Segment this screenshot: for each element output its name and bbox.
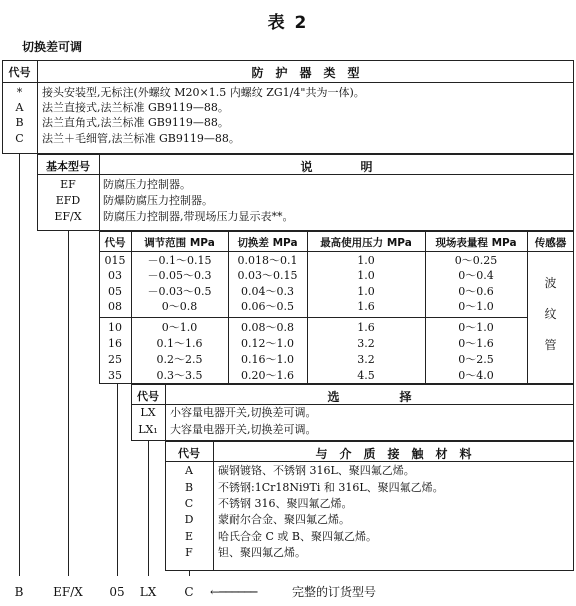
connector-line-material — [189, 571, 190, 576]
range-cell-maxpressure: 1.6 — [357, 300, 375, 313]
range-cell-code: 16 — [108, 337, 122, 350]
basic-text-1: 防爆防腐压力控制器。 — [103, 194, 213, 207]
material-code: A — [185, 464, 193, 477]
document-title: 表 2 — [267, 13, 309, 33]
connector-line-select — [148, 441, 149, 576]
subtitle: 切换差可调 — [22, 40, 83, 54]
prot-text-3: 法兰＋毛细管,法兰标准 GB9119—88。 — [42, 132, 240, 145]
range-cell-code: 25 — [108, 353, 122, 366]
order-code-label: 完整的订货型号 — [292, 585, 377, 599]
range-cell-diff: 0.03～0.15 — [237, 269, 298, 282]
range-cell-maxpressure: 3.2 — [357, 353, 375, 366]
prot-code-2: B — [15, 116, 24, 129]
basic-code-1: EFD — [55, 194, 81, 207]
material-code: D — [184, 513, 194, 526]
material-text: 不锈钢:1Cr18Ni9Ti 和 316L、聚四氟乙烯。 — [218, 481, 444, 494]
range-cell-diff: 0.08～0.8 — [241, 321, 294, 334]
range-header-sensor: 传感器 — [534, 237, 567, 249]
range-cell-gauge: 0～1.0 — [458, 300, 494, 313]
order-code-switch: LX — [139, 585, 157, 599]
range-cell-gauge: 0～2.5 — [458, 353, 494, 366]
range-cell-maxpressure: 4.5 — [357, 369, 375, 382]
order-code-protection: B — [14, 585, 24, 599]
range-header-adjust: 调节范围 MPa — [144, 237, 215, 249]
material-code: E — [184, 530, 194, 543]
select-header-code: 代号 — [137, 390, 159, 403]
connector-line-protection — [19, 154, 20, 576]
range-cell-gauge: 0～1.6 — [458, 337, 494, 350]
prot-code-0: * — [16, 86, 23, 99]
range-cell-adjust: 0～0.8 — [161, 300, 198, 313]
material-code: B — [184, 481, 194, 494]
range-cell-adjust: －0.05～0.3 — [147, 269, 212, 282]
material-text: 钽、聚四氟乙烯。 — [218, 546, 306, 559]
material-code: F — [185, 546, 193, 559]
select-code-0: LX — [140, 406, 156, 419]
prot-code-3: C — [15, 132, 24, 145]
select-header-choice: 选 择 — [327, 390, 412, 404]
connector-line-basic — [68, 231, 69, 576]
range-cell-code: 10 — [108, 321, 122, 334]
basic-header-desc: 说 明 — [300, 160, 373, 174]
order-code-range: 05 — [109, 585, 125, 599]
range-header-maxpressure: 最高使用压力 MPa — [320, 237, 412, 249]
range-cell-maxpressure: 1.0 — [357, 285, 375, 298]
range-header-gauge: 现场表量程 MPa — [435, 237, 517, 249]
select-text-0: 小容量电器开关,切换差可调。 — [170, 406, 317, 419]
range-cell-adjust: －0.03～0.5 — [147, 285, 212, 298]
range-cell-diff: 0.12～1.0 — [241, 337, 294, 350]
connector-line-range — [117, 384, 118, 576]
range-cell-adjust: 0～1.0 — [161, 321, 198, 334]
sensor-char-0: 波 — [544, 276, 557, 290]
range-cell-maxpressure: 1.6 — [357, 321, 375, 334]
range-header-code: 代号 — [104, 237, 126, 249]
range-cell-code: 015 — [104, 254, 126, 267]
prot-code-1: A — [15, 101, 24, 114]
range-cell-code: 03 — [108, 269, 122, 282]
prot-text-1: 法兰直接式,法兰标准 GB9119—88。 — [42, 101, 229, 114]
range-cell-gauge: 0～0.6 — [458, 285, 494, 298]
prot-header-code: 代号 — [8, 66, 31, 79]
range-cell-maxpressure: 1.0 — [357, 254, 375, 267]
range-cell-diff: 0.04～0.3 — [241, 285, 294, 298]
range-cell-maxpressure: 3.2 — [357, 337, 375, 350]
prot-header-type: 防 护 器 类 型 — [251, 66, 360, 80]
basic-text-0: 防腐压力控制器。 — [103, 178, 191, 191]
material-text: 蒙耐尔合金、聚四氟乙烯。 — [218, 513, 350, 526]
basic-code-0: EF — [60, 178, 76, 191]
range-cell-code: 35 — [108, 369, 122, 382]
range-cell-diff: 0.06～0.5 — [241, 300, 294, 313]
select-code-1: LX₁ — [138, 423, 158, 436]
basic-text-2: 防腐压力控制器,带现场压力显示表**。 — [103, 210, 294, 223]
material-header-code: 代号 — [178, 447, 200, 460]
material-text: 不锈钢 316、聚四氟乙烯。 — [218, 497, 353, 510]
range-cell-gauge: 0～0.4 — [458, 269, 494, 282]
prot-text-0: 接头安装型,无标注(外螺纹 M20×1.5 内螺纹 ZG1/4"共为一体)。 — [42, 86, 365, 99]
basic-code-2: EF/X — [54, 210, 82, 223]
range-cell-adjust: 0.3～3.5 — [156, 369, 203, 382]
prot-text-2: 法兰直角式,法兰标准 GB9119—88。 — [42, 116, 229, 129]
range-cell-adjust: －0.1～0.15 — [147, 254, 212, 267]
order-code-material: C — [184, 585, 194, 599]
range-cell-code: 05 — [108, 285, 122, 298]
range-cell-maxpressure: 1.0 — [357, 269, 375, 282]
material-code: C — [184, 497, 194, 510]
range-cell-gauge: 0～0.25 — [454, 254, 498, 267]
range-cell-gauge: 0～1.0 — [458, 321, 494, 334]
select-text-1: 大容量电器开关,切换差可调。 — [170, 423, 317, 436]
range-cell-diff: 0.20～1.6 — [241, 369, 294, 382]
sensor-char-2: 管 — [544, 338, 557, 352]
basic-header-code: 基本型号 — [46, 160, 90, 173]
range-cell-adjust: 0.2～2.5 — [156, 353, 203, 366]
material-text: 碳钢镀铬、不锈钢 316L、聚四氟乙烯。 — [218, 464, 415, 477]
material-text: 哈氏合金 C 或 B、聚四氟乙烯。 — [218, 530, 377, 543]
range-cell-code: 08 — [108, 300, 122, 313]
sensor-char-1: 纹 — [544, 307, 557, 321]
range-cell-gauge: 0～4.0 — [458, 369, 494, 382]
order-code-basic: EF/X — [53, 585, 83, 599]
range-header-diff: 切换差 MPa — [237, 237, 298, 249]
arrow-icon: ←────── — [210, 585, 257, 599]
range-cell-diff: 0.16～1.0 — [241, 353, 294, 366]
material-header-material: 与 介 质 接 触 材 料 — [315, 447, 472, 461]
range-cell-adjust: 0.1～1.6 — [156, 337, 203, 350]
range-cell-diff: 0.018～0.1 — [237, 254, 298, 267]
